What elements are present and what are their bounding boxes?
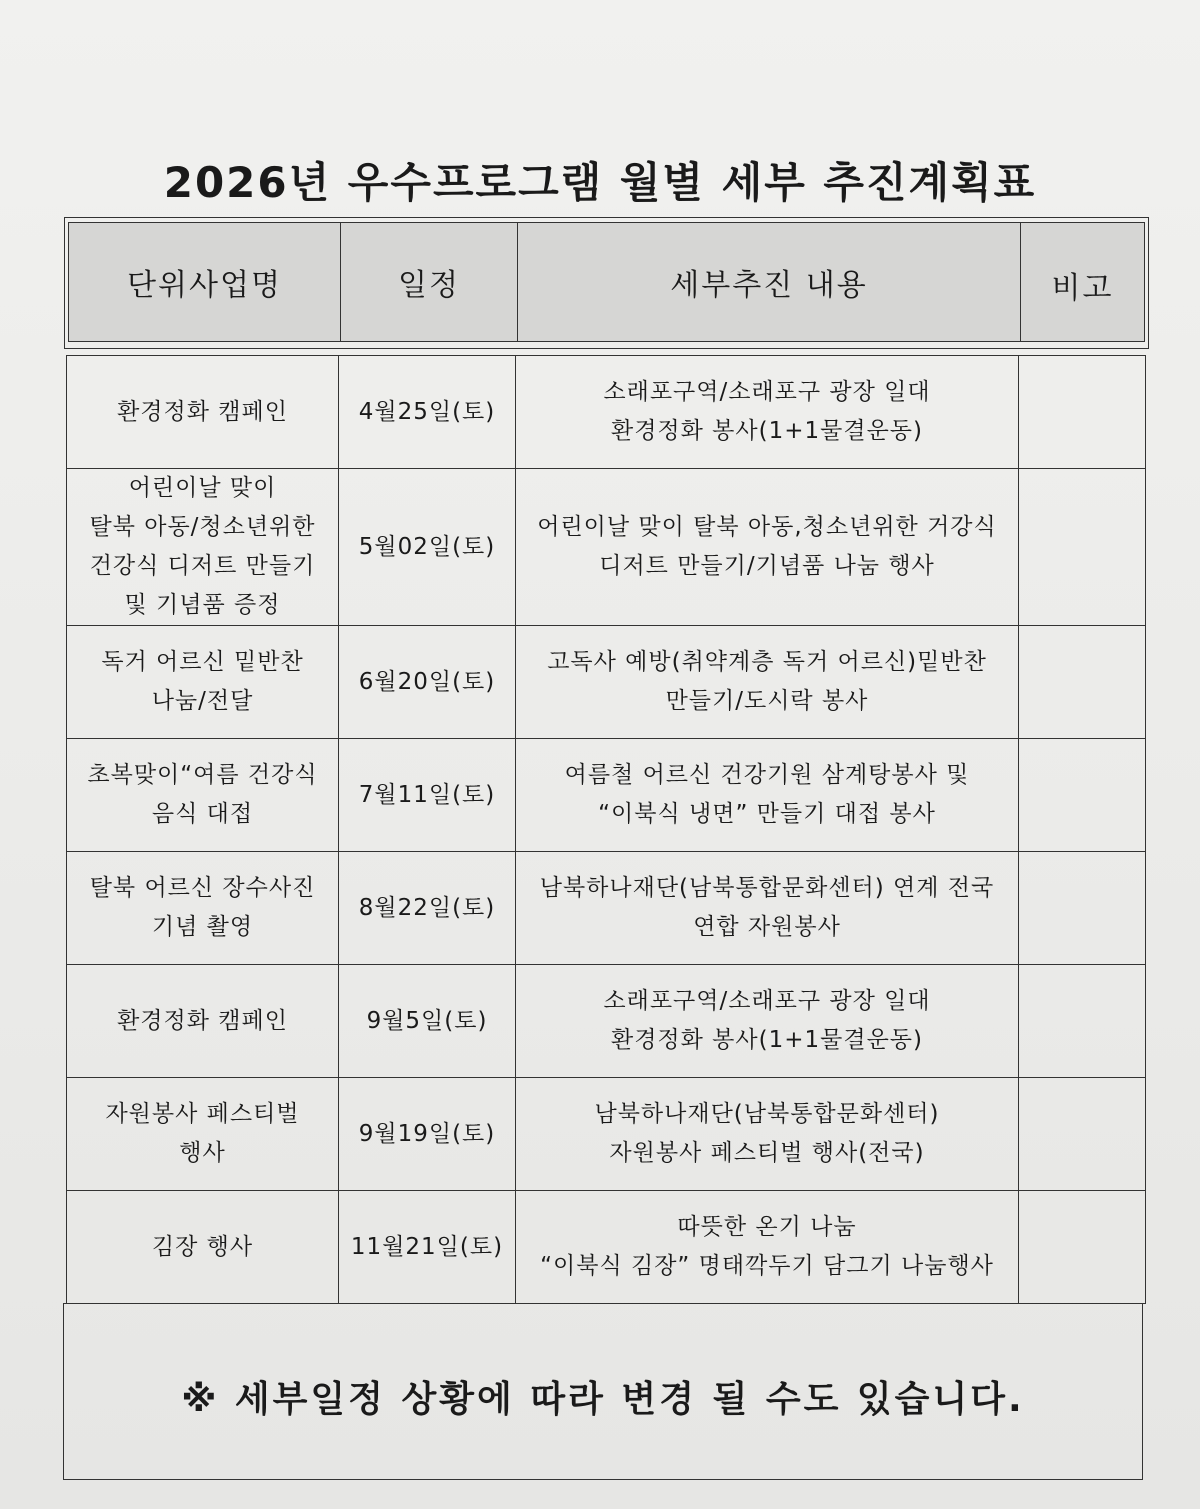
- cell-details: [516, 965, 1019, 1078]
- header-remarks: 비고: [1051, 271, 1114, 306]
- cell-remarks: [1019, 1078, 1146, 1191]
- cell-unit-name: [67, 1191, 339, 1304]
- cell-text-line: 및 기념품 증정: [124, 592, 281, 618]
- schedule-table-body: [67, 356, 1146, 1304]
- footnote: ※ 세부일정 상황에 따라 변경 될 수도 있습니다.: [63, 1303, 1143, 1480]
- cell-text-line: 탈북 어르신 장수사진: [89, 875, 316, 901]
- cell-schedule: 6월20일(토): [339, 626, 516, 739]
- cell-text-line: 환경정화 캠페인: [117, 1007, 288, 1034]
- cell-schedule: 11월21일(토): [339, 1191, 516, 1304]
- cell-details: [516, 739, 1019, 852]
- cell-text-line: 행사: [179, 1140, 226, 1166]
- cell-unit-name: [67, 965, 339, 1078]
- cell-text-line: 디저트 만들기/기념품 나눔 행사: [599, 553, 935, 579]
- cell-text-line: 독거 어르신 밑반찬: [101, 649, 304, 675]
- cell-details: [516, 469, 1019, 626]
- cell-details: [516, 356, 1019, 469]
- cell-schedule: 9월19일(토): [339, 1078, 516, 1191]
- document-title: 2026년 우수프로그램 월별 세부 추진계획표: [163, 158, 1037, 207]
- cell-text-line: 탈북 아동/청소년위한: [89, 514, 316, 540]
- cell-text-line: 기념 촬영: [151, 914, 254, 940]
- cell-text-line: 소래포구역/소래포구 광장 일대: [603, 988, 931, 1014]
- cell-text-line: 환경정화 봉사(1+1물결운동): [611, 1027, 923, 1053]
- cell-unit-name: [67, 469, 339, 626]
- cell-schedule: 9월5일(토): [339, 965, 516, 1078]
- cell-text-line: 소래포구역/소래포구 광장 일대: [603, 379, 931, 405]
- cell-remarks: [1019, 739, 1146, 852]
- table-row: [67, 965, 1146, 1078]
- cell-remarks: [1019, 965, 1146, 1078]
- cell-unit-name: [67, 1078, 339, 1191]
- cell-text-line: 자원봉사 페스티벌 행사(전국): [609, 1140, 925, 1166]
- cell-text-line: 환경정화 캠페인: [117, 398, 288, 425]
- header-schedule: 일정: [341, 223, 518, 341]
- cell-unit-name: [67, 852, 339, 965]
- cell-schedule: 7월11일(토): [339, 739, 516, 852]
- table-row: [67, 739, 1146, 852]
- table-row: [67, 469, 1146, 626]
- cell-text-line: 환경정화 봉사(1+1물결운동): [611, 418, 923, 444]
- cell-text-line: 건강식 디저트 만들기: [89, 553, 316, 579]
- cell-unit-name: [67, 356, 339, 469]
- cell-text-line: 여름철 어르신 건강기원 삼계탕봉사 및: [564, 762, 970, 788]
- cell-schedule: 4월25일(토): [339, 356, 516, 469]
- cell-text-line: 연합 자원봉사: [693, 914, 841, 940]
- table-header: [68, 222, 1145, 342]
- table-row: [67, 1191, 1146, 1304]
- cell-details: [516, 626, 1019, 739]
- schedule-table: [66, 355, 1146, 1304]
- cell-text-line: 김장 행사: [151, 1233, 254, 1260]
- cell-text-line: 만들기/도시락 봉사: [665, 688, 869, 714]
- table-row: [67, 626, 1146, 739]
- cell-details: [516, 1191, 1019, 1304]
- cell-text-line: 남북하나재단(남북통합문화센터) 연계 전국: [539, 875, 995, 901]
- cell-details: [516, 1078, 1019, 1191]
- cell-text-line: 남북하나재단(남북통합문화센터): [594, 1101, 940, 1127]
- cell-text-line: 따뜻한 온기 나눔: [677, 1214, 857, 1240]
- cell-remarks: [1019, 356, 1146, 469]
- cell-remarks: [1019, 852, 1146, 965]
- cell-text-line: 음식 대접: [151, 801, 254, 827]
- cell-remarks: [1019, 469, 1146, 626]
- cell-remarks: [1019, 1191, 1146, 1304]
- cell-schedule: 5월02일(토): [339, 469, 516, 626]
- cell-unit-name: [67, 739, 339, 852]
- cell-remarks: [1019, 626, 1146, 739]
- cell-text-line: 어린이날 맞이: [128, 475, 277, 501]
- cell-text-line: 초복맞이“여름 건강식: [87, 762, 318, 788]
- cell-text-line: 어린이날 맞이 탈북 아동,청소년위한 거강식: [537, 514, 997, 540]
- table-row: [67, 356, 1146, 469]
- cell-schedule: 8월22일(토): [339, 852, 516, 965]
- cell-unit-name: [67, 626, 339, 739]
- cell-details: [516, 852, 1019, 965]
- cell-text-line: 나눔/전달: [151, 688, 254, 714]
- header-unit-name: 단위사업명: [69, 223, 341, 341]
- table-row: [67, 852, 1146, 965]
- cell-text-line: “이북식 냉면” 만들기 대접 봉사: [598, 801, 936, 827]
- table-row: [67, 1078, 1146, 1191]
- header-details: 세부추진 내용: [518, 223, 1021, 341]
- cell-text-line: 고독사 예방(취약계층 독거 어르신)밑반찬: [547, 649, 987, 675]
- cell-text-line: 자원봉사 페스티벌: [105, 1101, 300, 1127]
- cell-text-line: “이북식 김장” 명태깍두기 담그기 나눔행사: [540, 1253, 994, 1279]
